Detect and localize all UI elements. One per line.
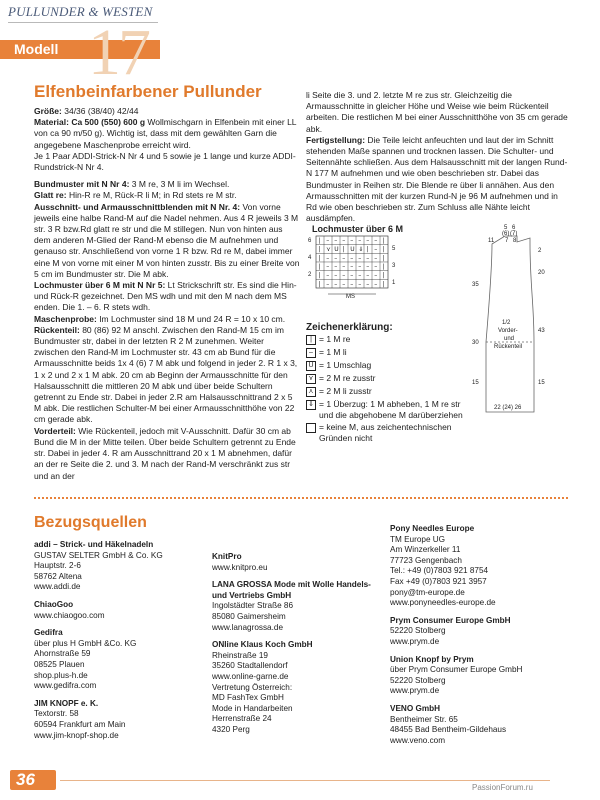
source-name: ChiaoGoo: [34, 599, 74, 609]
chart-symbol: –: [358, 237, 362, 245]
source-line: 85080 Gaimersheim: [212, 611, 286, 621]
source-name: VENO GmbH: [390, 703, 441, 713]
schem-bottom: 22 (24) 26: [494, 405, 522, 411]
source-entry: [212, 640, 382, 735]
legend-item: [306, 347, 476, 358]
instructions-left: [34, 106, 300, 482]
left-label: Material: Ca 500 (550) 600 g: [34, 117, 146, 128]
source-link[interactable]: shop.plus-h.de: [34, 670, 88, 680]
schem-top-5: (7): [510, 231, 518, 237]
source-name: ONline Klaus Koch GmbH: [212, 640, 313, 650]
left-label: Glatt re:: [34, 190, 67, 201]
left-paragraph: [34, 117, 300, 151]
left-paragraph: [34, 190, 300, 201]
left-text: Wie Rückenteil, jedoch mit V-Ausschnitt. Dafür 30 cm ab Bund die M in der Mitte teilen. Über beide Schultern getrennt zu Ende str. Dabei in jeder 4. R am Ausschnittrand 20 x 1 M abnehmen, dafür an der re Seite die 2. und 3. M nach der Rand-M verschränkt zus str und an der: [34, 425, 296, 481]
source-entry: [34, 600, 204, 621]
source-line: 4320 Perg: [212, 724, 250, 734]
chart-symbol: –: [326, 263, 330, 271]
left-paragraph: [34, 426, 300, 482]
source-entry: [34, 699, 204, 741]
source-line: Herrenstraße 24: [212, 714, 272, 724]
source-entry: [390, 616, 568, 648]
section-header: PULLUNDER & WESTEN: [8, 4, 153, 19]
chart-symbol: |: [382, 254, 385, 262]
chart-symbol: –: [326, 237, 330, 245]
chart-symbol: –: [374, 280, 378, 288]
source-name: Prym Consumer Europe GmbH: [390, 615, 511, 625]
chart-row-6: 6: [308, 238, 312, 244]
source-link[interactable]: www.gedifra.com: [34, 681, 97, 691]
left-text: Hin-R re M, Rück-R li M; in Rd stets re M str.: [66, 190, 237, 201]
chart-row-3: 3: [392, 263, 396, 269]
source-line: Mode in Handarbeiten: [212, 703, 293, 713]
left-label: Ausschnitt- und Armausschnittblenden mit N Nr. 4:: [34, 201, 241, 212]
source-link[interactable]: www.ponyneedles-europe.de: [390, 598, 496, 608]
schem-top-1: 5: [504, 225, 508, 231]
chart-symbol: |: [318, 263, 321, 271]
legend-item: [306, 399, 476, 420]
source-name: Union Knopf by Prym: [390, 654, 474, 664]
source-line: 52220 Stolberg: [390, 626, 446, 636]
chart-symbol: –: [350, 254, 354, 262]
schem-top-2: (6): [502, 231, 510, 237]
chart-symbol: –: [334, 280, 338, 288]
source-line: 08525 Plauen: [34, 659, 85, 669]
source-link[interactable]: www.lanagrossa.de: [212, 622, 283, 632]
left-text: 34/36 (38/40) 42/44: [61, 106, 139, 116]
source-entry: [390, 524, 568, 609]
source-link[interactable]: pony@tm-europe.de: [390, 587, 465, 597]
schem-right-15: 15: [538, 380, 545, 386]
schem-right-2: 2: [538, 248, 542, 254]
left-label: Bundmuster mit N Nr 4:: [34, 179, 130, 190]
left-paragraph: [34, 325, 300, 426]
legend-item: [306, 360, 476, 371]
source-line: 60594 Frankfurt am Main: [34, 719, 126, 729]
chart-row-1: 1: [392, 280, 396, 286]
left-text: Lt Strickschrift str. Es sind die Hin- und Rück-R gezeichnet. Den MS wdh und mit den M nach dem MS enden. Die 1. – 6. R stets wdh.: [34, 280, 297, 313]
legend-text: = 2 M li zusstr: [319, 386, 372, 396]
source-link[interactable]: www.addi.de: [34, 582, 81, 592]
left-paragraph: [34, 202, 300, 280]
left-paragraph: [34, 280, 300, 314]
right-paragraph: [306, 135, 568, 225]
page-number: 36: [16, 770, 35, 789]
chart-symbol: U: [350, 246, 355, 254]
legend-text: = 1 Überzug: 1 M abheben, 1 M re str und die abgehobene M darüberziehen: [319, 399, 463, 420]
source-name: LANA GROSSA Mode mit Wolle Handels- und Vertriebs GmbH: [212, 580, 371, 600]
chart-symbol: –: [350, 272, 354, 280]
left-text: Je 1 Paar ADDI-Strick-N Nr 4 und 5 sowie je 1 lange und kurze ADDI-Rundstrick-N Nr 4.: [34, 150, 296, 173]
right-text: li Seite die 3. und 2. letzte M re zus str. Gleichzeitig die Armausschnitte in gleicher Höhe und Weise wie beim Rückenteil arbeiten. Die restlichen M bei einer Ausschnitthöhe von 35 cm gerade abk.: [306, 90, 568, 134]
legend: [306, 334, 476, 445]
chart-symbol: |: [342, 246, 345, 254]
chart-symbol: –: [334, 237, 338, 245]
chart-symbol: |: [382, 263, 385, 271]
source-link[interactable]: www.online-garne.de: [212, 671, 289, 681]
chart-symbol: |: [318, 280, 321, 288]
chart-symbol: –: [334, 254, 338, 262]
chart-symbol: –: [358, 272, 362, 280]
legend-text: = 1 M re: [319, 334, 351, 344]
chart-symbol: –: [366, 254, 370, 262]
chart-symbol: |: [382, 272, 385, 280]
source-entry: [212, 552, 382, 573]
left-paragraph: [34, 151, 300, 173]
chart-symbol: |: [366, 246, 369, 254]
footer-rule: [60, 780, 550, 781]
source-line: 58762 Altena: [34, 571, 82, 581]
source-line: Textorstr. 58: [34, 709, 79, 719]
chart-symbol: –: [374, 272, 378, 280]
legend-symbol-icon: U: [306, 361, 316, 371]
source-link[interactable]: www.jim-knopf-shop.de: [34, 730, 119, 740]
source-line: GUSTAV SELTER GmbH & Co. KG: [34, 550, 163, 560]
chart-title: Lochmuster über 6 M: [312, 224, 404, 234]
schem-top-3: 7: [505, 238, 509, 244]
source-entry: [390, 655, 568, 697]
left-paragraph: [34, 106, 300, 117]
source-link[interactable]: www.veno.com: [390, 735, 446, 745]
chart-symbol: –: [374, 263, 378, 271]
chart-symbol: –: [366, 263, 370, 271]
legend-text: = 2 M re zusstr: [319, 373, 376, 383]
legend-symbol-icon: –: [306, 348, 316, 358]
legend-text: = keine M, aus zeichentechnischen Gründen nicht: [319, 422, 452, 443]
right-text: Die Teile leicht anfeuchten und laut der im Schnitt stehenden Maße spannen und trocknen lassen. Die Schulter- und Seitennähte schließen. Aus dem Halsausschnitt mit der langen Rund-N 177 M aufnehmen und wie oben beschrieben str. Dabei das Bundmuster in Reihen str. Die Blende re über li annähen. Aus den Armausschnitten mit der kurzen Rund-N je 96 M aufnehmen und in Rd wie oben beschrieben str. Zum Schluss alle Nähte leicht ausdämpfen.: [306, 134, 568, 224]
schem-right-43: 43: [538, 328, 545, 334]
pattern-title: Elfenbeinfarbener Pullunder: [34, 82, 262, 101]
source-name: Gedifra: [34, 628, 63, 638]
schem-right-20: 20: [538, 270, 545, 276]
source-entry: [34, 540, 204, 593]
chart-symbol: –: [366, 272, 370, 280]
chart-row-5: 5: [392, 246, 396, 252]
chart-symbol: –: [334, 263, 338, 271]
sources-col-3: [390, 524, 568, 753]
left-label: Maschenprobe:: [34, 313, 97, 324]
left-paragraph: [34, 179, 300, 190]
source-line: Bentheimer Str. 65: [390, 714, 458, 724]
schem-center-1: 1/2: [502, 320, 511, 326]
chart-symbol: |: [318, 237, 321, 245]
left-text: 80 (86) 92 M anschl. Zwischen den Rand-M 15 cm im Bundmuster str, dabei in der letzten R 2 M zunehmen. Weiter zwischen den Rand-M im Lochmuster str. 43 cm ab Bund für die Armausschnitte beids 1x 4 (6) 7 M abk und folgend in jeder 2. R 1 x 3, 1 x 2 und 2 x 1 M abk. 20 cm ab Beginn der Armausschnitte für den Halsausschnitt die mittleren 20 M abk und über beide Schultern getrennt zu Ende str. Dabei in jeder 2.R am Halsausschnittrand 2 x 5 M abk. Die restlichen Schulter-M bei einer Armausschnitthöhe von 22 cm gerade abk.: [34, 324, 298, 425]
schem-top-4: 6: [512, 225, 516, 231]
modell-number: 17: [88, 16, 148, 89]
schem-center-2: Vorder-: [498, 328, 518, 334]
source-name: JIM KNOPF e. K.: [34, 698, 99, 708]
source-line: 35260 Stadtallendorf: [212, 661, 288, 671]
schem-center-4: Rückenteil: [494, 344, 523, 350]
chart-symbol: |: [318, 272, 321, 280]
chart-symbol: –: [342, 272, 346, 280]
source-line: Vertretung Österreich:: [212, 682, 293, 692]
chart-symbol: –: [374, 237, 378, 245]
chart-symbol: –: [366, 280, 370, 288]
source-name: Pony Needles Europe: [390, 524, 475, 533]
chart-symbol: –: [326, 254, 330, 262]
left-text: Von vorne jeweils eine halbe Rand-M auf die Nadel nehmen. Aus 4 R jeweils 3 M str. 3 R bzw.Rd glatt re str und die M stillegen. Nun von hinten aus dem anderen M-Glied der Rand-M ebenso die M aufnehmen und genauso str. Anschließend von vorne 1 R bzw. Rd re M, dabei immer eine M von vorne mit einer M von hinten zusstr. Bis zu einer Breite von 5 cm im Bundmuster str. Die M abk.: [34, 201, 300, 279]
garment-schematic: [472, 224, 572, 419]
chart-symbol: –: [358, 263, 362, 271]
chart-symbol: –: [366, 237, 370, 245]
source-line: 77723 Gengenbach: [390, 555, 462, 565]
chart-symbol: –: [350, 280, 354, 288]
chart-row-4: 4: [308, 255, 312, 261]
legend-item: [306, 386, 476, 397]
chart-symbol: –: [334, 272, 338, 280]
source-line: MD FashTex GmbH: [212, 693, 284, 703]
source-line: Hauptstr. 2-6: [34, 561, 81, 571]
source-link[interactable]: www.knitpro.eu: [212, 562, 268, 572]
legend-symbol-icon: [306, 423, 316, 433]
source-entry: [212, 580, 382, 633]
source-entry: [390, 704, 568, 746]
source-line: Ahornstraße 59: [34, 649, 91, 659]
chart-symbol: –: [342, 280, 346, 288]
source-line: über plus H GmbH &Co. KG: [34, 638, 137, 648]
source-line: Rheinstraße 19: [212, 650, 268, 660]
legend-symbol-icon: |: [306, 335, 316, 345]
right-paragraph: [306, 90, 568, 135]
legend-symbol-icon: ⋏: [306, 387, 316, 397]
schem-center-3: und: [504, 336, 515, 342]
source-link[interactable]: www.chiaogoo.com: [34, 610, 105, 620]
legend-symbol-icon: ⋎: [306, 374, 316, 384]
schem-top-6: 8: [513, 238, 517, 244]
chart-symbol: –: [342, 254, 346, 262]
source-line: über Prym Consumer Europe GmbH: [390, 665, 523, 675]
chart-symbol: –: [358, 280, 362, 288]
left-label: Rückenteil:: [34, 324, 80, 335]
left-label: Vorderteil:: [34, 425, 76, 436]
source-name: addi – Strick- und Häkelnadeln: [34, 540, 154, 549]
chart-symbol: ⋎: [326, 246, 331, 254]
modell-label: Modell: [14, 41, 59, 57]
chart-symbol: U: [334, 246, 339, 254]
chart-symbol: ⇓: [358, 246, 364, 254]
left-text: 3 M re, 3 M li im Wechsel.: [129, 179, 230, 190]
chart-symbol: –: [374, 254, 378, 262]
chart-symbol: |: [382, 280, 385, 288]
sources-title: Bezugsquellen: [34, 514, 147, 531]
sources-col-2: [212, 552, 382, 743]
sources-col-1: [34, 540, 204, 748]
legend-title: Zeichenerklärung:: [306, 322, 393, 333]
stitch-chart: [306, 234, 406, 302]
chart-symbol: –: [374, 246, 378, 254]
source-line: Ingolstädter Straße 86: [212, 601, 294, 611]
chart-symbol: –: [342, 237, 346, 245]
schem-left-15: 15: [472, 380, 479, 386]
chart-symbol: –: [350, 263, 354, 271]
section-divider: [34, 497, 568, 499]
source-line: Am Winzerkeller 11: [390, 545, 461, 555]
chart-symbol: –: [358, 254, 362, 262]
left-label: Lochmuster über 6 M mit N Nr 5:: [34, 280, 166, 291]
schem-left-35: 35: [472, 282, 479, 288]
legend-text: = 1 M li: [319, 347, 347, 357]
source-link[interactable]: www.prym.de: [390, 686, 440, 696]
legend-text: = 1 Umschlag: [319, 360, 372, 370]
chart-symbol: –: [326, 280, 330, 288]
left-paragraph: [34, 314, 300, 325]
chart-ms-label: MS: [346, 294, 355, 300]
chart-symbol: –: [350, 237, 354, 245]
source-line: 48455 Bad Bentheim-Gildehaus: [390, 725, 507, 735]
source-line: Tel.: +49 (0)7803 921 8754: [390, 566, 489, 576]
instructions-right: [306, 90, 568, 224]
source-line: Fax +49 (0)7803 921 3957: [390, 576, 487, 586]
source-name: KnitPro: [212, 552, 242, 561]
left-label: Größe:: [34, 106, 62, 116]
schem-left-30: 30: [472, 340, 479, 346]
legend-symbol-icon: ⇓: [306, 400, 316, 410]
watermark: PassionForum.ru: [472, 783, 533, 792]
chart-symbol: |: [318, 246, 321, 254]
chart-symbol: |: [382, 246, 385, 254]
chart-row-2: 2: [308, 272, 312, 278]
source-link[interactable]: www.prym.de: [390, 636, 440, 646]
right-label: Fertigstellung:: [306, 134, 366, 145]
left-text: Wollmischgarn in Elfenbein mit einer LL von ca 90 m/50 g). Wichtig ist, dass mit dem gewählten Garn die angegebene Maschenprobe erreicht wird.: [34, 117, 297, 150]
legend-item: [306, 334, 476, 345]
chart-symbol: –: [342, 263, 346, 271]
schem-top-11: 11: [488, 238, 495, 244]
source-line: 52220 Stolberg: [390, 675, 446, 685]
chart-symbol: |: [382, 237, 385, 245]
source-line: TM Europe UG: [390, 534, 446, 544]
chart-symbol: |: [318, 254, 321, 262]
chart-symbol: –: [326, 272, 330, 280]
legend-item: [306, 373, 476, 384]
left-text: Im Lochmuster sind 18 M und 24 R = 10 x 10 cm.: [96, 313, 286, 324]
legend-item: [306, 422, 476, 443]
source-entry: [34, 628, 204, 692]
